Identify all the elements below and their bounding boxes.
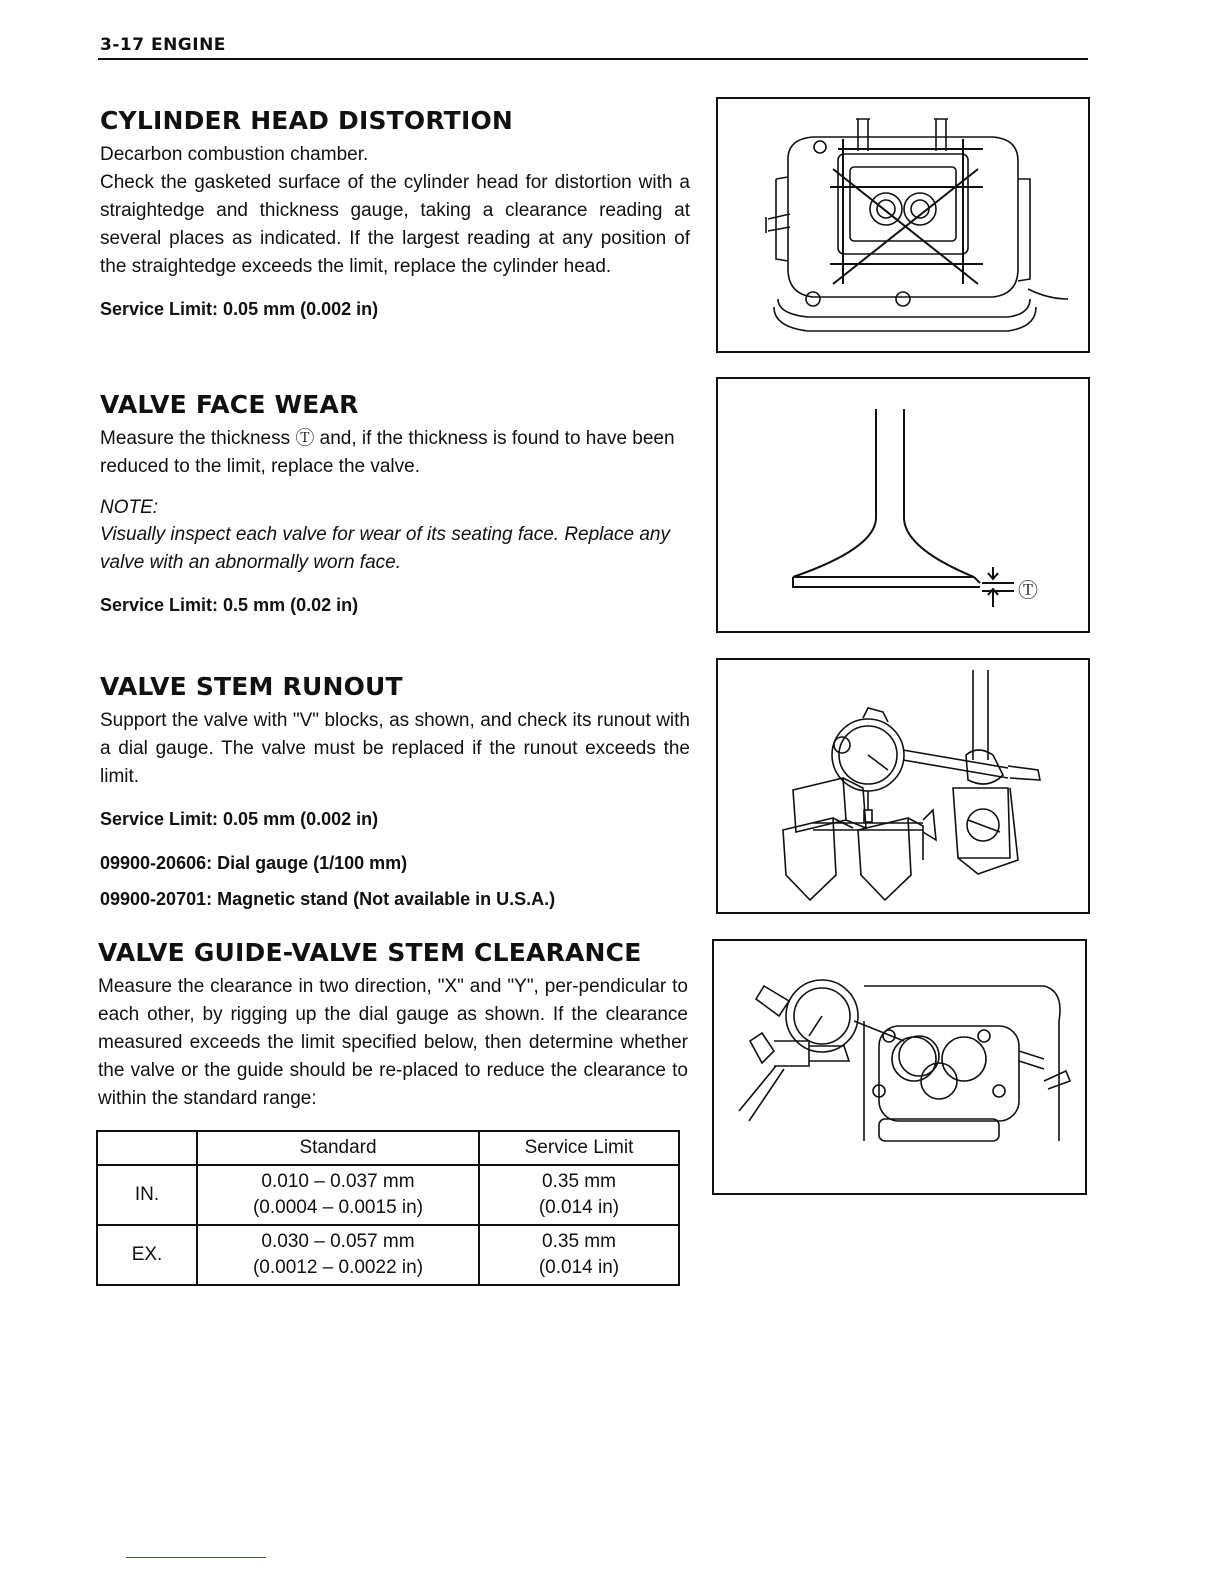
table-header-cell: Standard <box>197 1131 479 1165</box>
header-text: 3-17 ENGINE <box>100 35 226 55</box>
guide-clearance-illustration <box>714 941 1085 1193</box>
section-cylinder-head-distortion <box>100 106 690 323</box>
section-valve-guide-clearance <box>98 938 688 1113</box>
table-row <box>97 1225 679 1285</box>
paragraph: Decarbon combustion chamber. <box>100 144 369 165</box>
thickness-label: Ⓣ <box>1018 578 1038 602</box>
section-valve-stem-runout <box>100 672 690 913</box>
paragraph: Measure the thickness Ⓣ and, if the thickness is found to have been reduced to the limit, replace the valve. <box>100 428 675 477</box>
section-valve-face-wear <box>100 390 690 619</box>
standard-cell <box>197 1225 479 1285</box>
service-limit: Service Limit: 0.5 mm (0.02 in) <box>100 595 359 615</box>
section-title: CYLINDER HEAD DISTORTION <box>100 106 514 135</box>
tool-spec: 09900-20701: Magnetic stand (Not available in U.S.A.) <box>100 889 556 909</box>
limit-in: (0.014 in) <box>538 1197 620 1218</box>
section-title: VALVE STEM RUNOUT <box>100 672 403 701</box>
valve-illustration <box>718 379 1088 631</box>
row-label: EX. <box>97 1225 197 1285</box>
paragraph: Measure the clearance in two direction, "X" and "Y", per-pendicular to each other, by rigging up the dial gauge as shown. If the clearance measured exceeds the limit specified below, then determine whether the valve or the guide should be re-placed to reduce the clearance to within the standard range: <box>98 976 688 1109</box>
standard-mm: 0.030 – 0.057 mm <box>261 1231 415 1252</box>
limit-mm: 0.35 mm <box>542 1231 616 1252</box>
row-label: IN. <box>97 1165 197 1225</box>
limit-cell <box>479 1165 679 1225</box>
limit-in: (0.014 in) <box>538 1257 620 1278</box>
page-header <box>98 34 1088 60</box>
service-limit: Service Limit: 0.05 mm (0.002 in) <box>100 299 379 319</box>
table-header-cell: Service Limit <box>479 1131 679 1165</box>
table-row <box>97 1165 679 1225</box>
standard-cell <box>197 1165 479 1225</box>
limit-cell <box>479 1225 679 1285</box>
figure-valve-guide <box>712 939 1087 1195</box>
limit-mm: 0.35 mm <box>542 1171 616 1192</box>
section-title: VALVE GUIDE-VALVE STEM CLEARANCE <box>98 938 642 967</box>
figure-valve-face <box>716 377 1090 633</box>
note-label: NOTE: <box>100 497 159 518</box>
tool-spec: 09900-20606: Dial gauge (1/100 mm) <box>100 853 408 873</box>
standard-in: (0.0012 – 0.0022 in) <box>252 1257 424 1278</box>
footer-rule <box>126 1557 266 1558</box>
runout-illustration <box>718 660 1088 912</box>
note-text: Visually inspect each valve for wear of its seating face. Replace any valve with an abnormally worn face. <box>100 524 670 573</box>
figure-valve-runout <box>716 658 1090 914</box>
clearance-table <box>96 1130 680 1286</box>
service-limit: Service Limit: 0.05 mm (0.002 in) <box>100 809 379 829</box>
table-header-cell <box>97 1131 197 1165</box>
cylinder-head-illustration <box>718 99 1088 351</box>
section-title: VALVE FACE WEAR <box>100 390 359 419</box>
standard-in: (0.0004 – 0.0015 in) <box>252 1197 424 1218</box>
paragraph: Check the gasketed surface of the cylinder head for distortion with a straightedge and thickness gauge, taking a clearance reading at several places as indicated. If the largest reading at any position of the straightedge exceeds the limit, replace the cylinder head. <box>100 172 690 277</box>
figure-cylinder-head <box>716 97 1090 353</box>
standard-mm: 0.010 – 0.037 mm <box>261 1171 415 1192</box>
table-header-row <box>97 1131 679 1165</box>
paragraph: Support the valve with "V" blocks, as shown, and check its runout with a dial gauge. The valve must be replaced if the runout exceeds the limit. <box>100 710 690 787</box>
